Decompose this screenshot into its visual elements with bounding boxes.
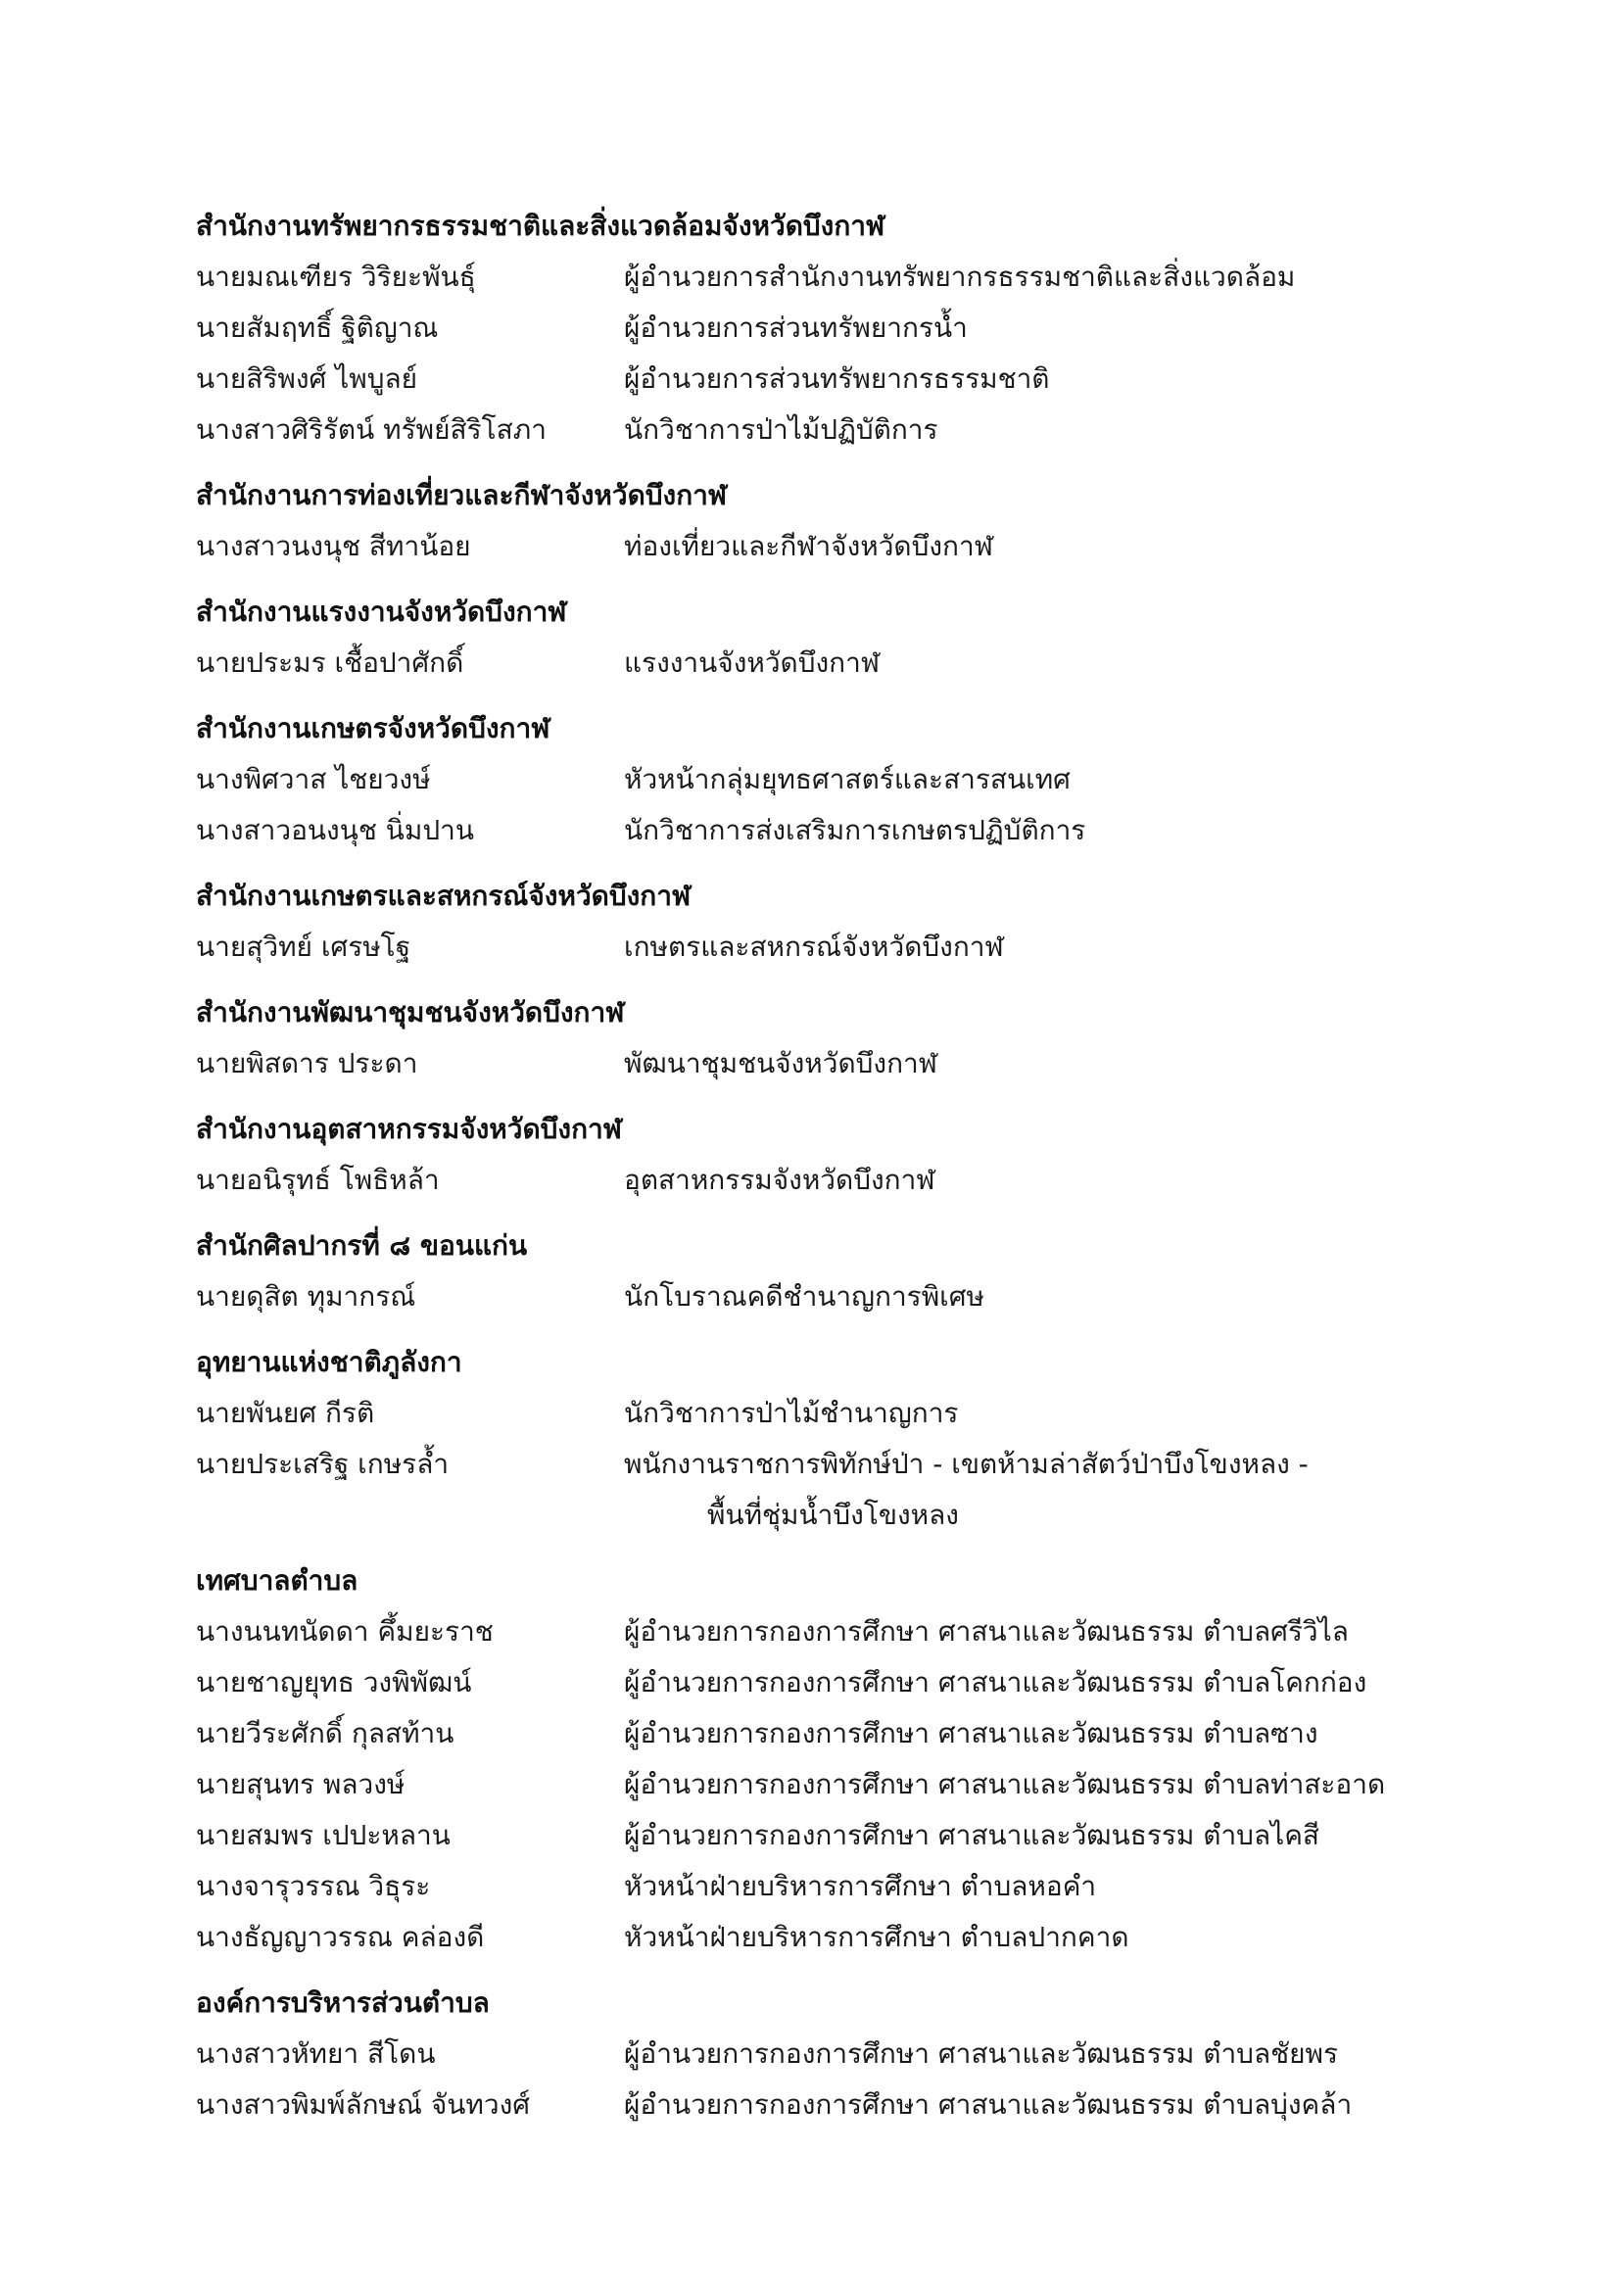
person-row: [196, 521, 1469, 572]
person-row: [196, 1271, 1469, 1322]
agency-section: [196, 871, 1469, 973]
person-row: [196, 922, 1469, 973]
agency-section: [196, 470, 1469, 572]
person-row: [196, 754, 1469, 805]
agency-title: องค์การบริหารส่วนตำบล: [196, 1986, 490, 2019]
position-line: นักวิชาการส่งเสริมการเกษตรปฏิบัติการ: [624, 814, 1086, 846]
person-position: [624, 1606, 1469, 1657]
person-name: นายสุนทร พลวงษ์: [196, 1768, 406, 1800]
person-name: นายดุสิต ทุมากรณ์: [196, 1280, 416, 1313]
person-name: นายประเสริฐ เกษรล้ำ: [196, 1448, 450, 1480]
agency-title: สำนักงานทรัพยากรธรรมชาติและสิ่งแวดล้อมจังหวัดบึงกาฬ: [196, 210, 885, 242]
person-position: [624, 1038, 1469, 1089]
person-name: นายวีระศักดิ์ กุลสท้าน: [196, 1717, 454, 1749]
position-line: ผู้อำนวยการกองการศึกษา ศาสนาและวัฒนธรรม ตำบลโคกก่อง: [624, 1666, 1367, 1698]
position-line: ผู้อำนวยการกองการศึกษา ศาสนาและวัฒนธรรม ตำบลชัยพร: [624, 2037, 1339, 2070]
person-row: [196, 1155, 1469, 1206]
person-row: [196, 805, 1469, 856]
person-name: นายมณเฑียร วิริยะพันธุ์: [196, 261, 476, 293]
person-position: [624, 1388, 1469, 1439]
person-row: [196, 1388, 1469, 1439]
person-row: [196, 405, 1469, 455]
position-line: พัฒนาชุมชนจังหวัดบึงกาฬ: [624, 1047, 937, 1079]
person-row: [196, 2080, 1469, 2130]
position-line: ผู้อำนวยการกองการศึกษา ศาสนาและวัฒนธรรม ตำบลบุ่งคล้า: [624, 2088, 1353, 2121]
agency-title: สำนักงานเกษตรจังหวัดบึงกาฬ: [196, 712, 550, 744]
person-name: นางนนทนัดดา คึ้มยะราช: [196, 1615, 494, 1648]
person-name: นายสุวิทย์ เศรษโฐ: [196, 931, 411, 963]
person-name: นายพิสดาร ประดา: [196, 1047, 418, 1079]
person-name: นางพิศวาส ไชยวงษ์: [196, 763, 431, 795]
person-row: [196, 1038, 1469, 1089]
agency-title: สำนักงานการท่องเที่ยวและกีฬาจังหวัดบึงกาฬ: [196, 479, 728, 511]
person-name: นางธัญญาวรรณ คล่องดี: [196, 1921, 485, 1953]
position-line: ผู้อำนวยการส่วนทรัพยากรธรรมชาติ: [624, 362, 1050, 395]
agency-title: สำนักงานแรงงานจังหวัดบึงกาฬ: [196, 596, 567, 628]
person-position: [624, 405, 1469, 455]
person-name: นางสาวหัทยา สีโดน: [196, 2037, 436, 2070]
person-position: [624, 754, 1469, 805]
person-row: [196, 1912, 1469, 1963]
position-line: ท่องเที่ยวและกีฬาจังหวัดบึงกาฬ: [624, 530, 993, 562]
person-name: นางสาวศิริรัตน์ ทรัพย์สิริโสภา: [196, 413, 547, 446]
person-name: นางสาวพิมพ์ลักษณ์ จันทวงศ์: [196, 2088, 531, 2121]
person-position: [624, 922, 1469, 973]
position-line: อุตสาหกรรมจังหวัดบึงกาฬ: [624, 1164, 935, 1196]
person-position: [624, 2080, 1469, 2130]
position-line: หัวหน้าฝ่ายบริหารการศึกษา ตำบลหอคำ: [624, 1870, 1097, 1902]
person-name: นายสัมฤทธิ์ ฐิติญาณ: [196, 311, 439, 344]
person-row: [196, 1657, 1469, 1708]
person-name: นายพันยศ กีรติ: [196, 1397, 375, 1429]
personnel-list: [196, 201, 1469, 2130]
person-row: [196, 1759, 1469, 1810]
agency-section: [196, 1978, 1469, 2130]
position-line: หัวหน้าฝ่ายบริหารการศึกษา ตำบลปากคาด: [624, 1921, 1129, 1953]
position-line: หัวหน้ากลุ่มยุทธศาสตร์และสารสนเทศ: [624, 763, 1071, 795]
person-position: [624, 1861, 1469, 1912]
agency-section: [196, 587, 1469, 689]
agency-section: [196, 1104, 1469, 1206]
position-line: ผู้อำนวยการกองการศึกษา ศาสนาและวัฒนธรรม ตำบลศรีวิไล: [624, 1615, 1349, 1648]
agency-title: สำนักงานเกษตรและสหกรณ์จังหวัดบึงกาฬ: [196, 880, 692, 912]
person-row: [196, 303, 1469, 354]
person-position: [624, 1439, 1469, 1541]
person-row: [196, 1861, 1469, 1912]
person-name: นายชาญยุทธ วงพิพัฒน์: [196, 1666, 472, 1698]
position-line: แรงงานจังหวัดบึงกาฬ: [624, 646, 880, 679]
person-position: [624, 638, 1469, 689]
agency-section: [196, 987, 1469, 1089]
person-name: นายประมร เชื้อปาศักดิ์: [196, 646, 464, 679]
position-line: นักวิชาการป่าไม้ชำนาญการ: [624, 1397, 959, 1429]
agency-title: สำนักงานพัฒนาชุมชนจังหวัดบึงกาฬ: [196, 996, 625, 1028]
person-position: [624, 1708, 1469, 1759]
person-name: นางจารุวรรณ วิธุระ: [196, 1870, 431, 1902]
agency-section: [196, 703, 1469, 856]
person-row: [196, 354, 1469, 405]
agency-title: เทศบาลตำบล: [196, 1564, 358, 1597]
person-row: [196, 1810, 1469, 1861]
person-position: [624, 1155, 1469, 1206]
person-position: [624, 521, 1469, 572]
person-row: [196, 638, 1469, 689]
person-name: นางสาวนงนุช สีทาน้อย: [196, 530, 471, 562]
person-position: [624, 805, 1469, 856]
person-position: [624, 1810, 1469, 1861]
agency-section: [196, 1220, 1469, 1322]
person-position: [624, 303, 1469, 354]
position-line: พนักงานราชการพิทักษ์ป่า - เขตห้ามล่าสัตว์ป่าบึงโขงหลง -: [624, 1448, 1309, 1480]
person-position: [624, 1912, 1469, 1963]
person-position: [624, 1657, 1469, 1708]
position-line: พื้นที่ชุ่มน้ำบึงโขงหลง: [707, 1499, 959, 1531]
person-position: [624, 252, 1469, 303]
person-position: [624, 354, 1469, 405]
person-row: [196, 252, 1469, 303]
person-position: [624, 1271, 1469, 1322]
agency-section: [196, 201, 1469, 455]
person-name: นายสิริพงศ์ ไพบูลย์: [196, 362, 418, 395]
person-row: [196, 1606, 1469, 1657]
agency-title: อุทยานแห่งชาติภูลังกา: [196, 1346, 462, 1378]
position-line: นักวิชาการป่าไม้ปฏิบัติการ: [624, 413, 938, 446]
person-name: นายอนิรุทธ์ โพธิหล้า: [196, 1164, 440, 1196]
position-line: ผู้อำนวยการส่วนทรัพยากรน้ำ: [624, 311, 968, 344]
person-row: [196, 1439, 1469, 1541]
agency-section: [196, 1555, 1469, 1963]
position-line: ผู้อำนวยการกองการศึกษา ศาสนาและวัฒนธรรม ตำบลซาง: [624, 1717, 1318, 1749]
agency-title: สำนักงานอุตสาหกรรมจังหวัดบึงกาฬ: [196, 1113, 622, 1145]
person-row: [196, 2029, 1469, 2080]
person-row: [196, 1708, 1469, 1759]
position-line: นักโบราณคดีชำนาญการพิเศษ: [624, 1280, 984, 1313]
position-line: เกษตรและสหกรณ์จังหวัดบึงกาฬ: [624, 931, 1004, 963]
agency-title: สำนักศิลปากรที่ ๘ ขอนแก่น: [196, 1229, 528, 1262]
person-name: นายสมพร เปปะหลาน: [196, 1819, 451, 1851]
person-name: นางสาวอนงนุช นิ่มปาน: [196, 814, 474, 846]
person-position: [624, 1759, 1469, 1810]
person-position: [624, 2029, 1469, 2080]
position-line: ผู้อำนวยการสำนักงานทรัพยากรธรรมชาติและสิ่งแวดล้อม: [624, 261, 1296, 293]
position-line: ผู้อำนวยการกองการศึกษา ศาสนาและวัฒนธรรม ตำบลท่าสะอาด: [624, 1768, 1386, 1800]
agency-section: [196, 1337, 1469, 1541]
position-line: ผู้อำนวยการกองการศึกษา ศาสนาและวัฒนธรรม ตำบลไคสี: [624, 1819, 1320, 1851]
